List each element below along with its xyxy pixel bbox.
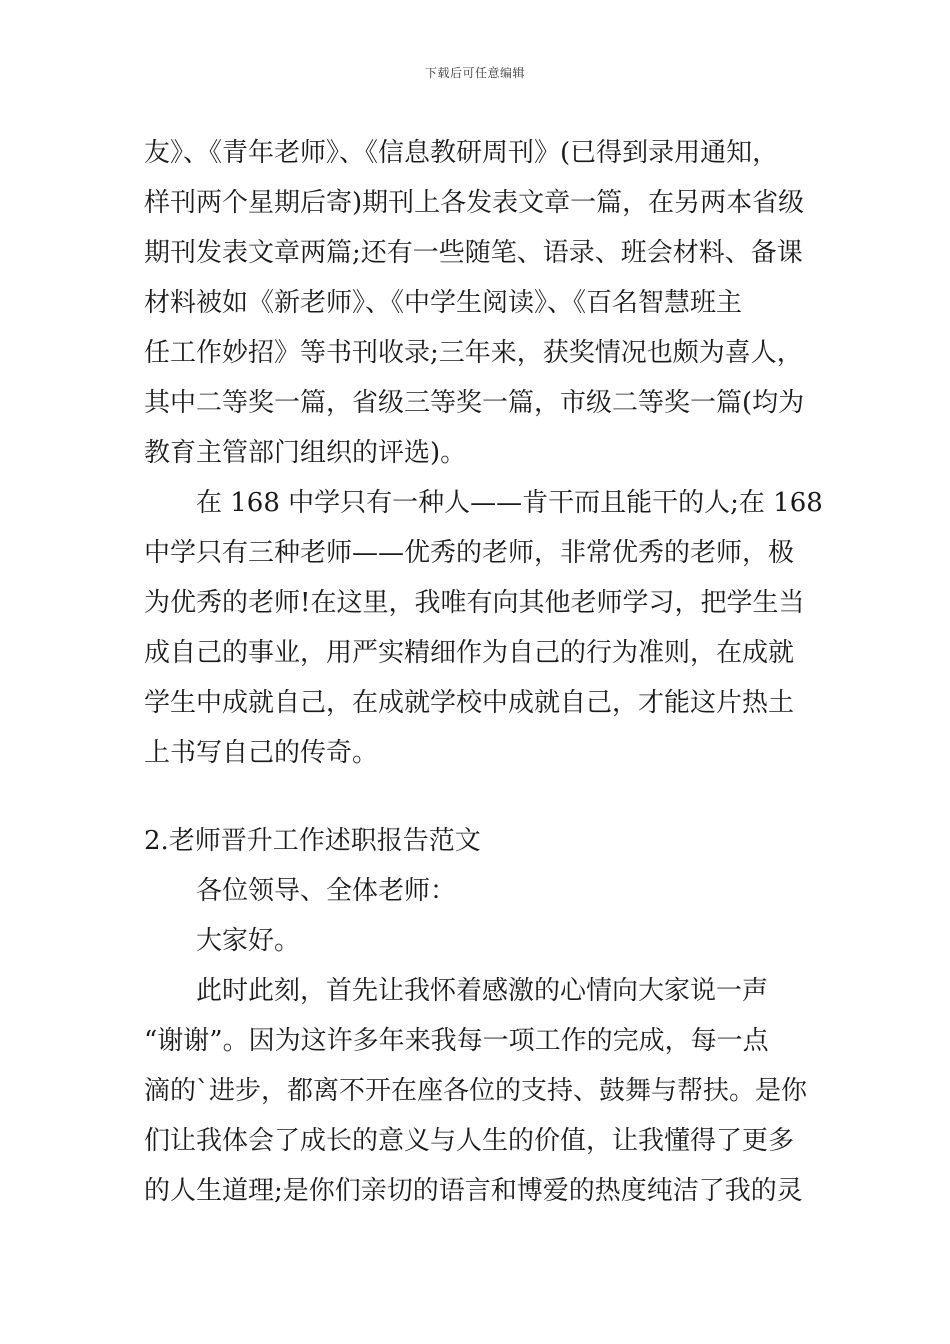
- paragraph-awards: [144, 128, 844, 478]
- text-line: 其中二等奖一篇，省级三等奖一篇，市级二等奖一篇(均为: [144, 388, 805, 418]
- text-line: 材料被如《新老师》、《中学生阅读》、《百名智慧班主: [144, 288, 743, 318]
- text-line: 上书写自己的传奇。: [144, 738, 379, 768]
- text-line: 在 168 中学只有一种人——肯干而且能干的人;在 168: [196, 488, 823, 518]
- section-gap: [144, 778, 844, 816]
- section-title: 2.老师晋升工作述职报告范文: [144, 826, 481, 856]
- text-line: “谢谢”。因为这许多年来我每一项工作的完成，每一点: [144, 1026, 769, 1056]
- text-line: 期刊发表文章两篇;还有一些随笔、语录、班会材料、备课: [144, 238, 803, 268]
- text-line: 滴的`进步，都离不开在座各位的支持、鼓舞与帮扶。是你: [144, 1076, 808, 1106]
- greeting: 大家好。: [196, 926, 301, 956]
- text-line: 任工作妙招》等书刊收录;三年来，获奖情况也颇为喜人，: [144, 338, 803, 368]
- text-line: 样刊两个星期后寄)期刊上各发表文章一篇，在另两本省级: [144, 188, 805, 218]
- salutation: 各位领导、全体老师：: [196, 876, 457, 906]
- text-line: 成自己的事业，用严实精细作为自己的行为准则，在成就: [144, 638, 795, 668]
- text-line: 为优秀的老师!在这里，我唯有向其他老师学习，把学生当: [144, 588, 805, 618]
- text-line: 的人生道理;是你们亲切的语言和博爱的热度纯洁了我的灵: [144, 1176, 803, 1206]
- paragraph-school: [144, 478, 844, 778]
- text-line: 们让我体会了成长的意义与人生的价值，让我懂得了更多: [144, 1126, 795, 1156]
- page-header: 下载后可任意编辑: [424, 66, 525, 80]
- text-line: 此时此刻，首先让我怀着感激的心情向大家说一声: [196, 976, 769, 1006]
- paragraph-thanks: [144, 966, 844, 1216]
- text-line: 中学只有三种老师——优秀的老师，非常优秀的老师，极: [144, 538, 795, 568]
- text-line: 友》、《青年老师》、《信息教研周刊》(已得到录用通知，: [144, 138, 779, 168]
- text-line: 学生中成就自己，在成就学校中成就自己，才能这片热土: [144, 688, 795, 718]
- text-line: 教育主管部门组织的评选)。: [144, 438, 467, 468]
- document-body: [144, 128, 844, 1216]
